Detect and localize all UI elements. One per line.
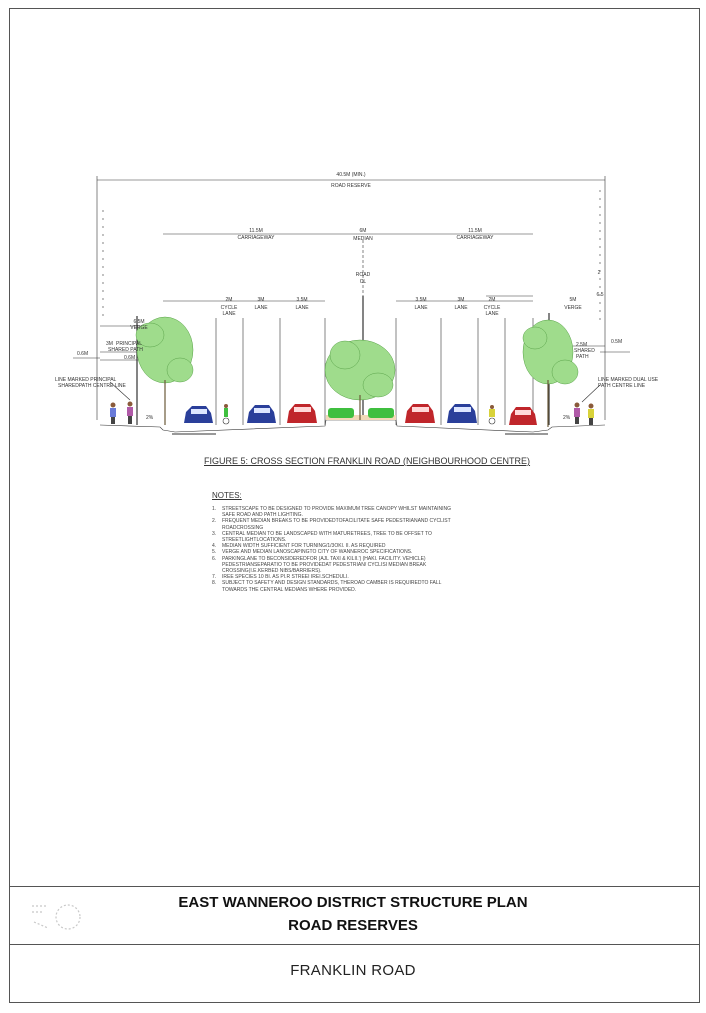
left-shared-path-label-1: PRINCIPAL — [116, 341, 143, 347]
left-cycle-lane-width: 2M — [225, 297, 233, 303]
left-cyclist — [223, 404, 229, 424]
right-lane2-label: LANE — [454, 305, 468, 311]
carriageway-left-width: 11.5M — [249, 228, 263, 234]
left-red-car — [287, 404, 317, 423]
right-cycle-lane-width: 2M — [488, 297, 496, 303]
right-shared-path-label-2: PATH — [576, 354, 589, 360]
right-shared-path-label-1: SHARED — [574, 348, 595, 354]
note-item — [212, 556, 462, 575]
right-red-car-1 — [405, 404, 435, 423]
notes-title: NOTES: — [212, 491, 242, 500]
title-block-heading — [0, 891, 706, 937]
right-grade: 2% — [563, 415, 571, 421]
road-cl-label-1: ROAD — [355, 272, 371, 278]
right-cycle-lane-label-1: CYCLE — [483, 305, 501, 311]
right-edge-number: 2 — [597, 270, 601, 276]
left-offset-dim: 0.6M — [124, 355, 136, 361]
note-text: MEDIAN WIDTH SUFFICIENT FOR TURNING/1/3OKI. II. AS REQUIRED — [222, 543, 386, 550]
left-lane1-label: LANE — [254, 305, 268, 311]
left-shared-path-label-2: SHARED PATH — [108, 347, 143, 353]
right-lane2-width: 3M — [457, 297, 465, 303]
left-small-dim: 0.6M — [77, 351, 89, 357]
note-text: VERGE AND MEDIAN LANOSCAPINGTO CITY OF WANNEROC SPECIFICATIONS. — [222, 549, 413, 556]
left-lane1-width: 3M — [257, 297, 265, 303]
note-number: 6. — [212, 555, 217, 562]
left-shared-path-width: 3M — [106, 341, 113, 347]
carriageway-right-label: CARRIAGEWAY — [456, 235, 494, 241]
note-number: 5. — [212, 549, 217, 556]
note-number: 8. — [212, 580, 217, 587]
road-reserve-label: ROAD RESERVE — [331, 183, 371, 189]
note-text: STREETSCAPE TO BE DESIGNED TO PROVIDE MAXIMUM TREE CANOPY WHILST MAINTAINING SAFE ROAD AND PATH LIGHTING. — [222, 506, 452, 519]
left-verge-label: VERGE — [130, 325, 148, 331]
right-blue-car — [447, 404, 477, 423]
note-item — [212, 506, 462, 518]
right-verge-tree — [523, 320, 578, 384]
left-centre-line-label-2: SHAREDPATH CENTRE LINE — [58, 383, 126, 389]
plan-title: EAST WANNEROO DISTRICT STRUCTURE PLAN — [178, 894, 528, 911]
left-blue-car-2 — [247, 405, 276, 423]
median-label: MEDIAN — [353, 236, 373, 242]
left-cycle-lane-label-2: LANE — [222, 311, 236, 317]
right-centre-line-label-1: LINE MARKED DUAL USE — [598, 377, 659, 383]
right-verge-label: VERGE — [564, 305, 582, 311]
note-item — [212, 518, 462, 530]
left-lane2-label: LANE — [295, 305, 309, 311]
note-text: IREE SPECIES 10 BI. AS PI.R STREEI IREI.SCHEDULI. — [222, 574, 349, 581]
left-grade: 2% — [146, 415, 154, 421]
left-pedestrians — [110, 402, 133, 425]
notes-list — [212, 506, 462, 593]
left-cycle-lane-label-1: CYCLE — [220, 305, 238, 311]
note-text: PARKINGLANE TO BECONSIDEREDFOR (AJL TAXI & KILII.') (HAKI. FACILITY. VEHICLE) PEDESTRIANSEPARATIO TO BE PROVIDEDAT PEDESTRIAN/ CYCLISI MEDIAN BREAK CROSSING(I.E.KERBED NIBS/BARRIERS). — [222, 555, 427, 575]
title-block-divider — [9, 944, 700, 945]
note-number: 2. — [212, 518, 217, 525]
right-edge-dim: 6.5 — [596, 292, 604, 298]
left-verge-width: 6.5M — [133, 319, 145, 325]
note-text: FREQUENT MEDIAN BREAKS TO BE PROVIDEDTOFACILITATE SAFE PEDESTRIANAND CYCLIST ROADCROSSING — [222, 518, 451, 531]
median-tree — [325, 340, 395, 400]
title-block-top-border — [9, 886, 700, 887]
right-cyclist — [489, 405, 495, 424]
plan-subtitle: ROAD RESERVES — [288, 917, 418, 934]
road-cl-label-2: CL — [359, 279, 367, 285]
median-width: 6M — [359, 228, 367, 234]
right-lane1-label: LANE — [414, 305, 428, 311]
note-number: 7. — [212, 574, 217, 581]
right-offset-dim: 0.5M — [611, 339, 623, 345]
figure-caption: FIGURE 5: CROSS SECTION FRANKLIN ROAD (NEIGHBOURHOOD CENTRE) — [204, 456, 531, 466]
left-lane2-width: 3.5M — [296, 297, 308, 303]
note-text: CENTRAL MEDIAN TO BE LANDSCAPED WITH MATURETREES, TREE TO BE OFFSET TO STREETLIGHTLOCATIONS. — [222, 530, 432, 544]
left-blue-car-1 — [184, 406, 213, 423]
right-shared-path-width: 2.5M — [576, 342, 588, 348]
note-number: 1. — [212, 506, 217, 512]
note-item — [212, 531, 462, 543]
carriageway-right-width: 11.5M — [468, 228, 482, 234]
note-item — [212, 580, 462, 592]
right-pedestrians — [574, 403, 594, 426]
left-centre-line-label-1: LINE MARKED PRINCIPAL — [55, 377, 117, 383]
road-name: FRANKLIN ROAD — [290, 962, 416, 979]
note-text: SUBJECT TO SAFETY AND DESIGN STANDARDS, THEROAD CAMBER IS REQUIREDTO FALL TOWARDS THE CENTRAL MEDIANS WHERE PROVIDED. — [222, 580, 442, 593]
right-cycle-lane-label-2: LANE — [485, 311, 499, 317]
carriageway-left-label: CARRIAGEWAY — [237, 235, 275, 241]
road-reserve-width: 40.5M (MIN.) — [336, 172, 366, 178]
note-number: 4. — [212, 543, 217, 550]
note-number: 3. — [212, 530, 217, 537]
right-centre-line-label-2: PATH CENTRE LINE — [598, 383, 646, 389]
right-lane1-width: 3.5M — [415, 297, 427, 303]
right-verge-width: 5M — [569, 297, 577, 303]
